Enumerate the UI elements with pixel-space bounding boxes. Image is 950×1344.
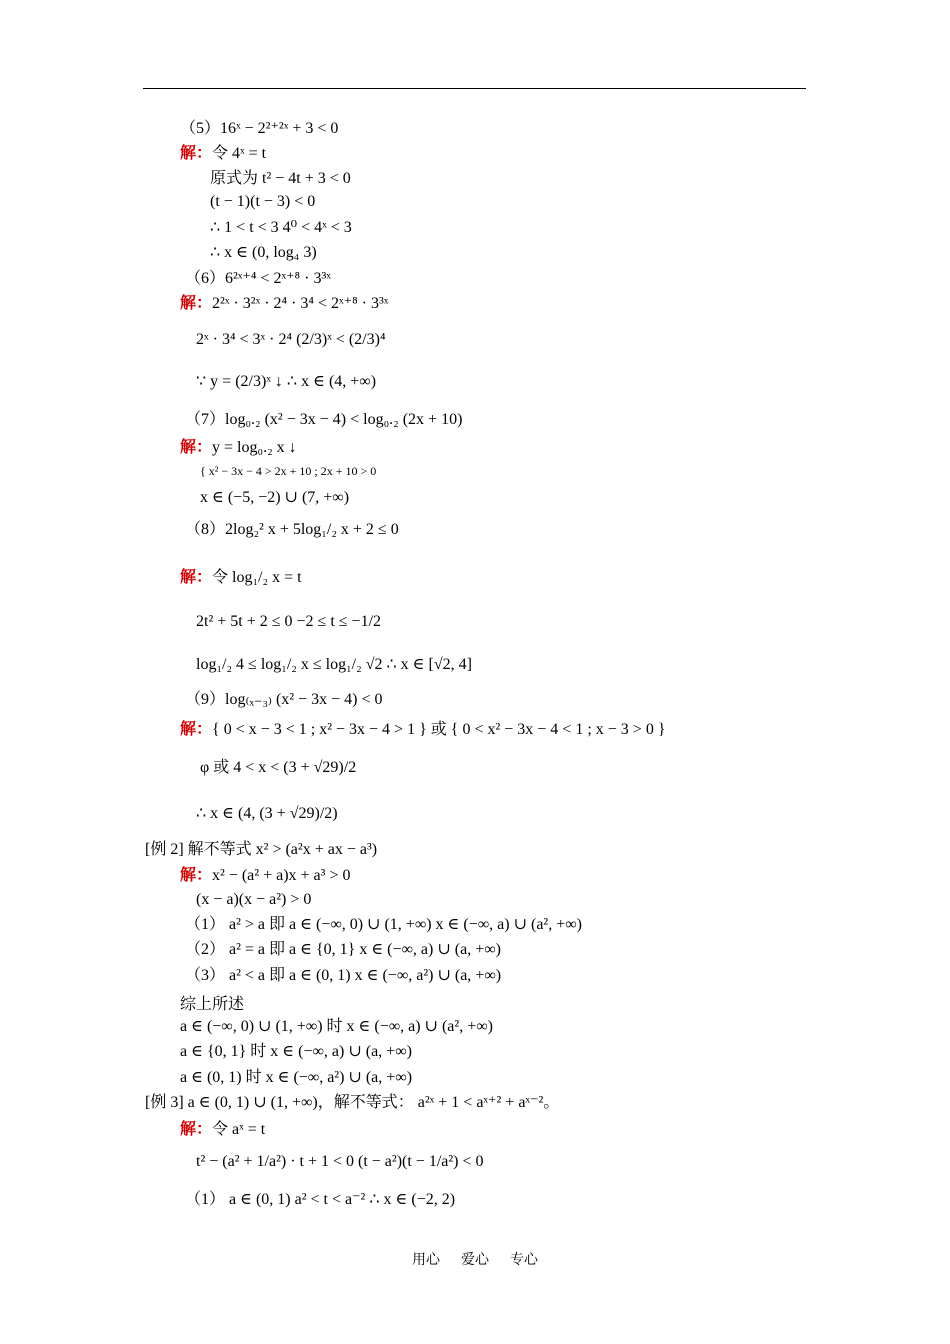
math-line <box>180 119 338 139</box>
math-text: [例 3] a ∈ (0, 1) ∪ (1, +∞)，解不等式： a²ˣ + 1 < aˣ⁺² + aˣ⁻²。 <box>145 1094 560 1111</box>
math-line <box>145 840 377 860</box>
math-text: （9）log₍ₓ₋₃₎ (x² − 3x − 4) < 0 <box>185 691 383 708</box>
math-line <box>180 568 302 588</box>
math-text: （8）2log₂² x + 5log₁/₂ x + 2 ≤ 0 <box>185 521 399 538</box>
math-line <box>180 1120 265 1140</box>
math-line <box>185 966 501 986</box>
math-line <box>185 1190 455 1210</box>
solution-label: 解： <box>180 721 213 738</box>
math-text: 令 aˣ = t <box>212 1121 266 1138</box>
math-line <box>196 655 472 675</box>
solution-label: 解： <box>180 145 213 162</box>
math-line <box>196 330 386 350</box>
math-line <box>180 438 297 458</box>
math-line <box>196 372 376 392</box>
math-text: a ∈ (−∞, 0) ∪ (1, +∞) 时 x ∈ (−∞, a) ∪ (a², +∞) <box>180 1018 493 1035</box>
math-text: y = log₀.₂ x ↓ <box>212 439 297 456</box>
math-text: （1） a² > a 即 a ∈ (−∞, 0) ∪ (1, +∞) x ∈ (−∞, a) ∪ (a², +∞) <box>185 916 582 933</box>
math-line <box>196 804 338 824</box>
math-text: x² − (a² + a)x + a³ > 0 <box>212 867 351 884</box>
math-text: [例 2] 解不等式 x² > (a²x + ax − a³) <box>145 841 378 858</box>
math-text: （5）16ˣ − 2²⁺²ˣ + 3 < 0 <box>180 120 339 137</box>
solution-label: 解： <box>180 295 213 312</box>
math-text: (t − 1)(t − 3) < 0 <box>210 193 316 210</box>
math-line <box>180 144 266 164</box>
math-text: （6）6²ˣ⁺⁴ < 2ˣ⁺⁸ · 3³ˣ <box>185 270 331 287</box>
math-text: a ∈ {0, 1} 时 x ∈ (−∞, a) ∪ (a, +∞) <box>180 1043 412 1060</box>
math-line <box>210 169 351 189</box>
math-line <box>200 758 356 778</box>
math-line <box>210 192 315 212</box>
math-text: （7）log₀.₂ (x² − 3x − 4) < log₀.₂ (2x + 10) <box>185 411 463 428</box>
header-rule <box>143 88 806 89</box>
math-text: （1） a ∈ (0, 1) a² < t < a⁻² ∴ x ∈ (−2, 2) <box>185 1191 456 1208</box>
math-line <box>180 294 388 314</box>
math-line <box>196 612 381 632</box>
math-line <box>200 488 349 508</box>
math-text: 2ˣ · 3⁴ < 3ˣ · 2⁴ (2/3)ˣ < (2/3)⁴ <box>196 331 386 348</box>
solution-label: 解： <box>180 569 213 586</box>
math-line <box>185 690 383 710</box>
math-line <box>180 1017 493 1037</box>
math-text: 综上所述 <box>180 996 245 1013</box>
math-line <box>210 243 317 263</box>
math-line <box>180 866 350 886</box>
math-text: { 0 < x − 3 < 1 ; x² − 3x − 4 > 1 } 或 { 0 < x² − 3x − 4 < 1 ; x − 3 > 0 } <box>212 721 666 738</box>
math-text: ∵ y = (2/3)ˣ ↓ ∴ x ∈ (4, +∞) <box>196 373 377 390</box>
math-text: ∴ 1 < t < 3 4⁰ < 4ˣ < 3 <box>210 219 352 236</box>
math-text: （2） a² = a 即 a ∈ {0, 1} x ∈ (−∞, a) ∪ (a, +∞) <box>185 941 501 958</box>
math-line <box>185 940 501 960</box>
math-line <box>185 410 462 430</box>
math-text: （3） a² < a 即 a ∈ (0, 1) x ∈ (−∞, a²) ∪ (a, +∞) <box>185 967 502 984</box>
math-line <box>145 1093 559 1113</box>
math-line <box>180 720 666 740</box>
math-line <box>196 1152 484 1172</box>
math-line <box>210 218 352 238</box>
math-text: a ∈ (0, 1) 时 x ∈ (−∞, a²) ∪ (a, +∞) <box>180 1069 413 1086</box>
math-line <box>180 995 244 1015</box>
math-line <box>196 890 311 910</box>
math-text: ∴ x ∈ (0, log₄ 3) <box>210 244 317 261</box>
math-text: φ 或 4 < x < (3 + √29)/2 <box>200 759 357 776</box>
math-text: 令 4ˣ = t <box>212 145 267 162</box>
solution-label: 解： <box>180 867 213 884</box>
solution-label: 解： <box>180 1121 213 1138</box>
math-line <box>185 269 331 289</box>
math-text: 2t² + 5t + 2 ≤ 0 −2 ≤ t ≤ −1/2 <box>196 613 382 630</box>
math-line <box>180 1068 412 1088</box>
math-line <box>185 915 582 935</box>
math-text: t² − (a² + 1/a²) · t + 1 < 0 (t − a²)(t − 1/a²) < 0 <box>196 1153 484 1170</box>
math-text: ∴ x ∈ (4, (3 + √29)/2) <box>196 805 338 822</box>
math-line <box>180 1042 412 1062</box>
math-text: 令 log₁/₂ x = t <box>212 569 302 586</box>
math-text: { x² − 3x − 4 > 2x + 10 ; 2x + 10 > 0 <box>200 464 377 478</box>
math-line <box>200 461 376 481</box>
math-line <box>185 520 399 540</box>
math-text: (x − a)(x − a²) > 0 <box>196 891 312 908</box>
math-text: x ∈ (−5, −2) ∪ (7, +∞) <box>200 489 350 506</box>
solution-label: 解： <box>180 439 213 456</box>
math-text: 原式为 t² − 4t + 3 < 0 <box>210 170 351 187</box>
math-text: 2²ˣ · 3²ˣ · 2⁴ · 3⁴ < 2ˣ⁺⁸ · 3³ˣ <box>212 295 389 312</box>
math-text: log₁/₂ 4 ≤ log₁/₂ x ≤ log₁/₂ √2 ∴ x ∈ [√2, 4] <box>196 656 472 673</box>
page-footer: 用心 爱心 专心 <box>412 1253 538 1268</box>
